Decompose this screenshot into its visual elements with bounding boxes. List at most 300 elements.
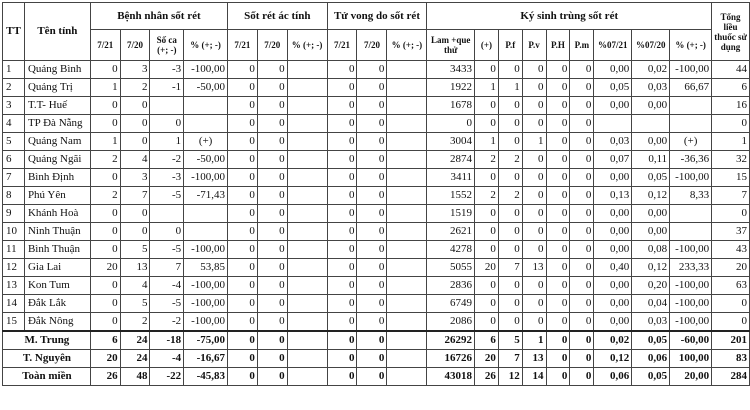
cell-ac-pct: [287, 259, 327, 277]
cell-pv: 14: [522, 368, 546, 386]
header-bn-pct: % (+; -): [184, 30, 228, 61]
cell-pm: 0: [570, 223, 594, 241]
cell-province: Đắk Nông: [24, 313, 90, 332]
cell-pct-diff: 66,67: [670, 79, 712, 97]
cell-bn-7-21: 0: [90, 223, 120, 241]
cell-ac-7-20: 0: [257, 115, 287, 133]
cell-bn-pct: -50,00: [184, 79, 228, 97]
cell-tt: 12: [3, 259, 25, 277]
cell-pf: 0: [498, 115, 522, 133]
cell-ac-7-21: 0: [228, 241, 258, 259]
cell-tv-7-21: 0: [327, 151, 357, 169]
cell-pv: 0: [522, 115, 546, 133]
cell-lam: 6749: [427, 295, 475, 313]
cell-ac-7-21: 0: [228, 187, 258, 205]
cell-bn-7-20: 3: [120, 169, 150, 187]
cell-ph: 0: [546, 205, 570, 223]
header-pct-07-21: %07/21: [594, 30, 632, 61]
cell-tv-7-20: 0: [357, 61, 387, 79]
cell-bn-7-20: 7: [120, 187, 150, 205]
cell-bn-pct: -45,83: [184, 368, 228, 386]
cell-province: Gia Lai: [24, 259, 90, 277]
cell-tv-7-20: 0: [357, 313, 387, 332]
cell-tv-7-20: 0: [357, 79, 387, 97]
cell-province: Quảng Trị: [24, 79, 90, 97]
cell-pf: 0: [498, 277, 522, 295]
cell-pct-07-21: 0,00: [594, 277, 632, 295]
cell-ac-pct: [287, 187, 327, 205]
cell-pct-diff: -100,00: [670, 277, 712, 295]
cell-pv: 0: [522, 97, 546, 115]
cell-lam: 3433: [427, 61, 475, 79]
cell-province: Quảng Nam: [24, 133, 90, 151]
cell-pv: 0: [522, 187, 546, 205]
header-drug-total: Tổng liều thuốc sử dụng: [712, 3, 750, 61]
cell-tv-7-21: 0: [327, 79, 357, 97]
cell-pct-07-21: 0,00: [594, 169, 632, 187]
cell-tv-7-21: 0: [327, 368, 357, 386]
header-pct-07-20: %07/20: [632, 30, 670, 61]
cell-bn-7-20: 0: [120, 205, 150, 223]
cell-pct-07-21: 0,00: [594, 241, 632, 259]
cell-pm: 0: [570, 205, 594, 223]
cell-drug-total: 0: [712, 205, 750, 223]
cell-tv-7-20: 0: [357, 169, 387, 187]
cell-bn-diff: [150, 205, 184, 223]
cell-tv-7-20: 0: [357, 133, 387, 151]
cell-bn-7-21: 0: [90, 205, 120, 223]
header-group-patients: Bệnh nhân sốt rét: [90, 3, 227, 30]
cell-positive: 20: [475, 350, 499, 368]
cell-ac-7-20: 0: [257, 61, 287, 79]
cell-pct-07-20: 0,20: [632, 277, 670, 295]
cell-positive: 0: [475, 313, 499, 332]
cell-bn-7-20: 48: [120, 368, 150, 386]
cell-tv-7-21: 0: [327, 331, 357, 350]
header-positive: (+): [475, 30, 499, 61]
cell-pct-diff: (+): [670, 133, 712, 151]
cell-ac-7-21: 0: [228, 295, 258, 313]
cell-drug-total: 0: [712, 313, 750, 332]
cell-positive: 0: [475, 223, 499, 241]
cell-ac-pct: [287, 313, 327, 332]
cell-ph: 0: [546, 368, 570, 386]
cell-pct-07-21: 0,40: [594, 259, 632, 277]
cell-ac-7-21: 0: [228, 350, 258, 368]
cell-positive: 6: [475, 331, 499, 350]
cell-bn-7-21: 20: [90, 259, 120, 277]
cell-ph: 0: [546, 241, 570, 259]
cell-pct-diff: 8,33: [670, 187, 712, 205]
cell-bn-diff: -2: [150, 151, 184, 169]
cell-ac-7-20: 0: [257, 295, 287, 313]
cell-bn-pct: -100,00: [184, 277, 228, 295]
cell-pm: 0: [570, 331, 594, 350]
table-row: [3, 79, 750, 97]
cell-ac-7-21: 0: [228, 79, 258, 97]
table-row: [3, 223, 750, 241]
cell-province: Kon Tum: [24, 277, 90, 295]
cell-drug-total: 32: [712, 151, 750, 169]
table-body: [3, 61, 750, 386]
table-row: [3, 277, 750, 295]
cell-ac-7-20: 0: [257, 169, 287, 187]
header-tt: TT: [3, 3, 25, 61]
cell-ac-7-20: 0: [257, 205, 287, 223]
cell-lam: 3411: [427, 169, 475, 187]
cell-pf: 1: [498, 79, 522, 97]
cell-bn-pct: -71,43: [184, 187, 228, 205]
cell-pct-07-20: 0,03: [632, 79, 670, 97]
cell-pct-diff: 100,00: [670, 350, 712, 368]
cell-pct-07-21: 0,03: [594, 133, 632, 151]
cell-pct-07-20: 0,00: [632, 97, 670, 115]
cell-tt: 10: [3, 223, 25, 241]
cell-pct-07-20: 0,08: [632, 241, 670, 259]
cell-lam: 43018: [427, 368, 475, 386]
cell-pm: 0: [570, 115, 594, 133]
cell-pf: 12: [498, 368, 522, 386]
cell-ac-7-20: 0: [257, 259, 287, 277]
cell-bn-pct: -75,00: [184, 331, 228, 350]
cell-ph: 0: [546, 331, 570, 350]
cell-drug-total: 37: [712, 223, 750, 241]
cell-ac-7-20: 0: [257, 313, 287, 332]
cell-tv-7-20: 0: [357, 115, 387, 133]
cell-tt: 1: [3, 61, 25, 79]
cell-bn-7-20: 0: [120, 223, 150, 241]
cell-lam: 0: [427, 115, 475, 133]
cell-bn-diff: -22: [150, 368, 184, 386]
cell-pv: 0: [522, 205, 546, 223]
cell-bn-7-21: 1: [90, 133, 120, 151]
cell-ph: 0: [546, 350, 570, 368]
cell-pct-07-20: 0,05: [632, 368, 670, 386]
cell-tv-7-21: 0: [327, 205, 357, 223]
cell-pv: 1: [522, 331, 546, 350]
cell-pct-07-20: 0,04: [632, 295, 670, 313]
cell-pct-07-20: 0,02: [632, 61, 670, 79]
cell-tv-7-20: 0: [357, 151, 387, 169]
cell-pv: 13: [522, 259, 546, 277]
cell-pct-07-21: 0,00: [594, 223, 632, 241]
cell-pct-diff: [670, 205, 712, 223]
cell-summary-name: Toàn miền: [3, 368, 91, 386]
cell-positive: 0: [475, 97, 499, 115]
cell-bn-7-21: 0: [90, 61, 120, 79]
cell-pct-diff: [670, 223, 712, 241]
cell-ac-pct: [287, 223, 327, 241]
cell-pct-diff: -60,00: [670, 331, 712, 350]
cell-drug-total: 201: [712, 331, 750, 350]
cell-bn-pct: 53,85: [184, 259, 228, 277]
header-row-groups: [3, 3, 750, 30]
cell-ac-7-20: 0: [257, 350, 287, 368]
cell-tv-pct: [387, 350, 427, 368]
cell-positive: 20: [475, 259, 499, 277]
cell-tv-7-20: 0: [357, 350, 387, 368]
cell-bn-7-20: 5: [120, 295, 150, 313]
cell-bn-7-20: 0: [120, 133, 150, 151]
cell-drug-total: 44: [712, 61, 750, 79]
cell-tv-7-20: 0: [357, 187, 387, 205]
cell-bn-pct: -100,00: [184, 241, 228, 259]
cell-pf: 0: [498, 295, 522, 313]
cell-ac-7-21: 0: [228, 368, 258, 386]
cell-tt: 6: [3, 151, 25, 169]
cell-tv-7-21: 0: [327, 313, 357, 332]
cell-drug-total: 43: [712, 241, 750, 259]
cell-pct-07-20: 0,11: [632, 151, 670, 169]
cell-drug-total: 1: [712, 133, 750, 151]
cell-tt: 3: [3, 97, 25, 115]
cell-bn-pct: [184, 223, 228, 241]
cell-pm: 0: [570, 368, 594, 386]
cell-bn-diff: 0: [150, 115, 184, 133]
cell-province: Bình Định: [24, 169, 90, 187]
cell-tv-7-21: 0: [327, 133, 357, 151]
cell-ac-7-21: 0: [228, 223, 258, 241]
malaria-report-table: [2, 2, 750, 386]
cell-bn-7-21: 0: [90, 313, 120, 332]
header-pv: P.v: [522, 30, 546, 61]
cell-positive: 1: [475, 133, 499, 151]
table-row: [3, 187, 750, 205]
cell-pv: 13: [522, 350, 546, 368]
cell-pct-07-20: 0,00: [632, 223, 670, 241]
cell-province: TP Đà Nẵng: [24, 115, 90, 133]
cell-tv-pct: [387, 187, 427, 205]
cell-drug-total: 0: [712, 295, 750, 313]
cell-pct-07-21: 0,02: [594, 331, 632, 350]
cell-tv-7-21: 0: [327, 97, 357, 115]
cell-ac-7-20: 0: [257, 151, 287, 169]
cell-drug-total: 284: [712, 368, 750, 386]
cell-pm: 0: [570, 277, 594, 295]
cell-pct-diff: -100,00: [670, 169, 712, 187]
cell-pv: 0: [522, 79, 546, 97]
table-row: [3, 313, 750, 332]
header-ac-7-20: 7/20: [257, 30, 287, 61]
cell-pm: 0: [570, 79, 594, 97]
cell-ac-7-21: 0: [228, 97, 258, 115]
cell-pct-07-21: 0,00: [594, 205, 632, 223]
cell-tv-pct: [387, 223, 427, 241]
cell-ac-7-20: 0: [257, 133, 287, 151]
cell-bn-diff: [150, 97, 184, 115]
cell-ac-pct: [287, 331, 327, 350]
cell-tv-pct: [387, 277, 427, 295]
cell-ac-pct: [287, 79, 327, 97]
cell-lam: 3004: [427, 133, 475, 151]
cell-bn-diff: -5: [150, 187, 184, 205]
cell-pct-07-20: 0,05: [632, 331, 670, 350]
cell-bn-7-21: 2: [90, 187, 120, 205]
header-pct-diff: % (+; -): [670, 30, 712, 61]
header-province: Tên tỉnh: [24, 3, 90, 61]
cell-pct-diff: 233,33: [670, 259, 712, 277]
header-group-deaths: Tử vong do sốt rét: [327, 3, 427, 30]
cell-bn-7-21: 1: [90, 79, 120, 97]
cell-pm: 0: [570, 187, 594, 205]
cell-pf: 0: [498, 313, 522, 332]
cell-tv-pct: [387, 133, 427, 151]
cell-pf: 0: [498, 205, 522, 223]
cell-ph: 0: [546, 79, 570, 97]
cell-tv-pct: [387, 368, 427, 386]
table-row: [3, 61, 750, 79]
cell-positive: 0: [475, 205, 499, 223]
cell-pct-07-21: 0,00: [594, 61, 632, 79]
header-tv-pct: % (+; -): [387, 30, 427, 61]
cell-tv-pct: [387, 97, 427, 115]
cell-pm: 0: [570, 151, 594, 169]
cell-pv: 0: [522, 241, 546, 259]
header-lam: Lam +que thử: [427, 30, 475, 61]
cell-lam: 1519: [427, 205, 475, 223]
cell-ac-pct: [287, 277, 327, 295]
cell-pf: 2: [498, 187, 522, 205]
cell-bn-7-20: 13: [120, 259, 150, 277]
cell-tv-7-20: 0: [357, 205, 387, 223]
cell-ac-pct: [287, 169, 327, 187]
cell-tt: 5: [3, 133, 25, 151]
cell-pct-diff: -100,00: [670, 241, 712, 259]
cell-ac-pct: [287, 368, 327, 386]
cell-ph: 0: [546, 151, 570, 169]
cell-pct-07-20: 0,12: [632, 187, 670, 205]
header-tv-7-21: 7/21: [327, 30, 357, 61]
cell-lam: 26292: [427, 331, 475, 350]
cell-pv: 0: [522, 223, 546, 241]
cell-ph: 0: [546, 277, 570, 295]
cell-summary-name: T. Nguyên: [3, 350, 91, 368]
cell-ac-7-21: 0: [228, 259, 258, 277]
cell-ac-7-21: 0: [228, 205, 258, 223]
cell-ac-7-21: 0: [228, 169, 258, 187]
header-bn-count-diff: Số ca (+; -): [150, 30, 184, 61]
table-row: [3, 241, 750, 259]
cell-bn-diff: -18: [150, 331, 184, 350]
cell-bn-7-20: 4: [120, 277, 150, 295]
cell-pf: 5: [498, 331, 522, 350]
cell-tv-pct: [387, 205, 427, 223]
cell-tv-7-21: 0: [327, 61, 357, 79]
cell-province: Quảng Bình: [24, 61, 90, 79]
cell-pv: 0: [522, 61, 546, 79]
cell-positive: 0: [475, 115, 499, 133]
cell-positive: 26: [475, 368, 499, 386]
cell-tv-pct: [387, 241, 427, 259]
cell-pct-07-20: 0,00: [632, 133, 670, 151]
cell-pct-07-20: [632, 115, 670, 133]
cell-bn-pct: -100,00: [184, 313, 228, 332]
summary-row: [3, 368, 750, 386]
header-pf: P.f: [498, 30, 522, 61]
cell-pf: 2: [498, 151, 522, 169]
cell-ph: 0: [546, 133, 570, 151]
cell-bn-pct: -100,00: [184, 169, 228, 187]
cell-province: Phú Yên: [24, 187, 90, 205]
cell-pct-07-21: 0,07: [594, 151, 632, 169]
cell-tv-pct: [387, 79, 427, 97]
cell-province: T.T- Huế: [24, 97, 90, 115]
cell-pm: 0: [570, 169, 594, 187]
header-pm: P.m: [570, 30, 594, 61]
cell-tv-7-20: 0: [357, 223, 387, 241]
cell-pf: 0: [498, 169, 522, 187]
cell-bn-diff: 1: [150, 133, 184, 151]
cell-lam: 2621: [427, 223, 475, 241]
cell-pct-07-21: 0,12: [594, 350, 632, 368]
cell-ac-7-21: 0: [228, 151, 258, 169]
cell-positive: 2: [475, 151, 499, 169]
table-row: [3, 151, 750, 169]
cell-pm: 0: [570, 350, 594, 368]
header-ac-7-21: 7/21: [228, 30, 258, 61]
cell-pct-07-21: [594, 115, 632, 133]
table-row: [3, 97, 750, 115]
header-ac-pct: % (+; -): [287, 30, 327, 61]
cell-ac-pct: [287, 295, 327, 313]
cell-pf: 0: [498, 61, 522, 79]
header-tv-7-20: 7/20: [357, 30, 387, 61]
cell-positive: 0: [475, 277, 499, 295]
cell-tt: 15: [3, 313, 25, 332]
cell-ac-7-20: 0: [257, 79, 287, 97]
table-row: [3, 295, 750, 313]
cell-tv-7-20: 0: [357, 241, 387, 259]
cell-pm: 0: [570, 295, 594, 313]
cell-ac-pct: [287, 205, 327, 223]
cell-tv-pct: [387, 151, 427, 169]
cell-bn-pct: [184, 205, 228, 223]
cell-tt: 7: [3, 169, 25, 187]
header-bn-7-21: 7/21: [90, 30, 120, 61]
cell-bn-diff: -1: [150, 79, 184, 97]
cell-tv-7-20: 0: [357, 97, 387, 115]
cell-ac-7-20: 0: [257, 277, 287, 295]
cell-bn-pct: -100,00: [184, 295, 228, 313]
cell-ph: 0: [546, 97, 570, 115]
cell-pct-07-20: 0,12: [632, 259, 670, 277]
cell-bn-pct: (+): [184, 133, 228, 151]
cell-ac-7-20: 0: [257, 241, 287, 259]
cell-pct-07-20: 0,03: [632, 313, 670, 332]
cell-tv-pct: [387, 61, 427, 79]
cell-province: Đắk Lắk: [24, 295, 90, 313]
cell-tv-7-21: 0: [327, 259, 357, 277]
cell-tt: 4: [3, 115, 25, 133]
cell-ph: 0: [546, 223, 570, 241]
cell-bn-7-20: 24: [120, 331, 150, 350]
cell-tt: 13: [3, 277, 25, 295]
cell-lam: 5055: [427, 259, 475, 277]
cell-pm: 0: [570, 313, 594, 332]
cell-lam: 2874: [427, 151, 475, 169]
cell-province: Bình Thuận: [24, 241, 90, 259]
summary-row: [3, 331, 750, 350]
cell-positive: 1: [475, 79, 499, 97]
cell-tv-pct: [387, 295, 427, 313]
cell-pf: 0: [498, 241, 522, 259]
cell-ac-7-21: 0: [228, 61, 258, 79]
cell-bn-7-20: 2: [120, 79, 150, 97]
cell-ac-7-21: 0: [228, 277, 258, 295]
cell-drug-total: 16: [712, 97, 750, 115]
cell-ph: 0: [546, 259, 570, 277]
cell-pm: 0: [570, 259, 594, 277]
